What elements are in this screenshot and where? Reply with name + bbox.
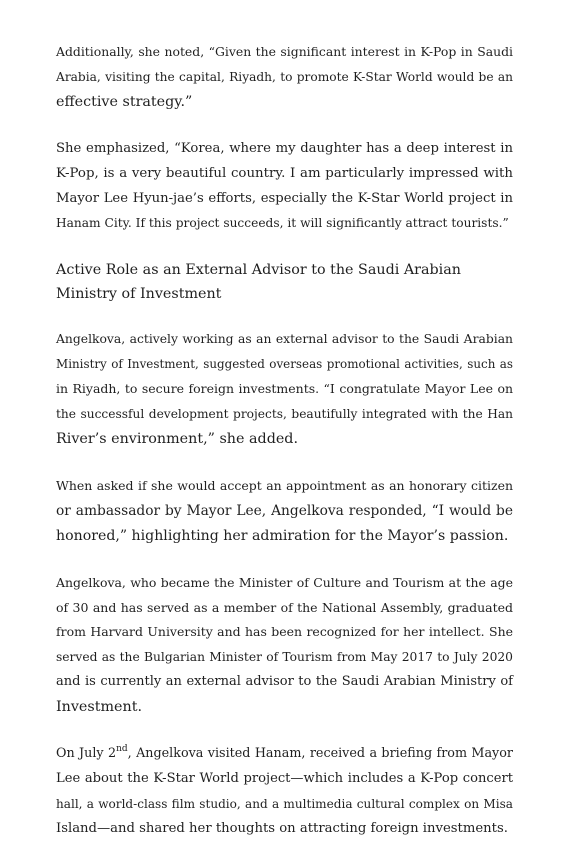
text-line: Hanam City. If this project succeeds, it will significantly attract tourists.”	[56, 216, 509, 231]
paragraph-k-pop-interest	[56, 40, 513, 115]
text-line: of 30 and has served as a member of the National Assembly, graduated	[56, 599, 513, 615]
text-line	[56, 742, 513, 767]
text-line: Additionally, she noted, “Given the significant interest in K-Pop in Saudi	[56, 44, 513, 59]
text-line: Mayor Lee Hyun-jae’s efforts, especially the K-Star World project in	[56, 190, 513, 206]
text-line: Ministry of Investment, suggested overseas promotional activities, such as	[56, 357, 513, 372]
section-heading: Active Role as an External Advisor to the Saudi Arabian Ministry of Investment	[56, 262, 461, 303]
text-line: hall, a world-class film studio, and a multimedia cultural complex on Misa	[56, 796, 513, 811]
text-line: the successful development projects, beautifully integrated with the Han	[56, 407, 513, 422]
text-line: She emphasized, “Korea, where my daughter has a deep interest in	[56, 140, 513, 156]
text-line: Investment.	[56, 699, 142, 716]
paragraph-honorary-citizen	[56, 474, 513, 549]
text-line: in Riyadh, to secure foreign investments. “I congratulate Mayor Lee on	[56, 381, 513, 397]
ordinal-superscript: nd	[116, 744, 128, 755]
text-line: served as the Bulgarian Minister of Tourism from May 2017 to July 2020	[56, 650, 513, 665]
text-line: Angelkova, who became the Minister of Culture and Tourism at the age	[56, 574, 513, 590]
text-line: effective strategy.”	[56, 93, 193, 110]
text-fragment: On July 2	[56, 746, 117, 762]
text-fragment: , Angelkova visited Hanam, received a briefing from Mayor	[127, 746, 513, 762]
text-line: Arabia, visiting the capital, Riyadh, to promote K-Star World would be an	[56, 69, 513, 84]
paragraph-external-advisor	[56, 327, 513, 452]
text-line: Lee about the K-Star World project—which includes a K-Pop concert	[56, 770, 513, 786]
text-line: When asked if she would accept an appointment as an honorary citizen	[56, 477, 513, 493]
text-line: Island—and shared her thoughts on attracting foreign investments.	[56, 820, 508, 836]
text-line: and is currently an external advisor to the Saudi Arabian Ministry of	[56, 674, 513, 690]
document-page	[56, 40, 513, 864]
text-line: from Harvard University and has been recognized for her intellect. She	[56, 624, 513, 640]
text-line: honored,” highlighting her admiration for the Mayor’s passion.	[56, 527, 509, 544]
paragraph-hanam-visit	[56, 742, 513, 842]
text-line: River’s environment,” she added.	[56, 430, 299, 447]
text-line: Angelkova, actively working as an external advisor to the Saudi Arabian	[56, 332, 513, 347]
text-line: K-Pop, is a very beautiful country. I am particularly impressed with	[56, 165, 513, 181]
text-line: or ambassador by Mayor Lee, Angelkova responded, “I would be	[56, 502, 513, 519]
paragraph-korea-beautiful	[56, 137, 513, 237]
paragraph-biography	[56, 571, 513, 720]
